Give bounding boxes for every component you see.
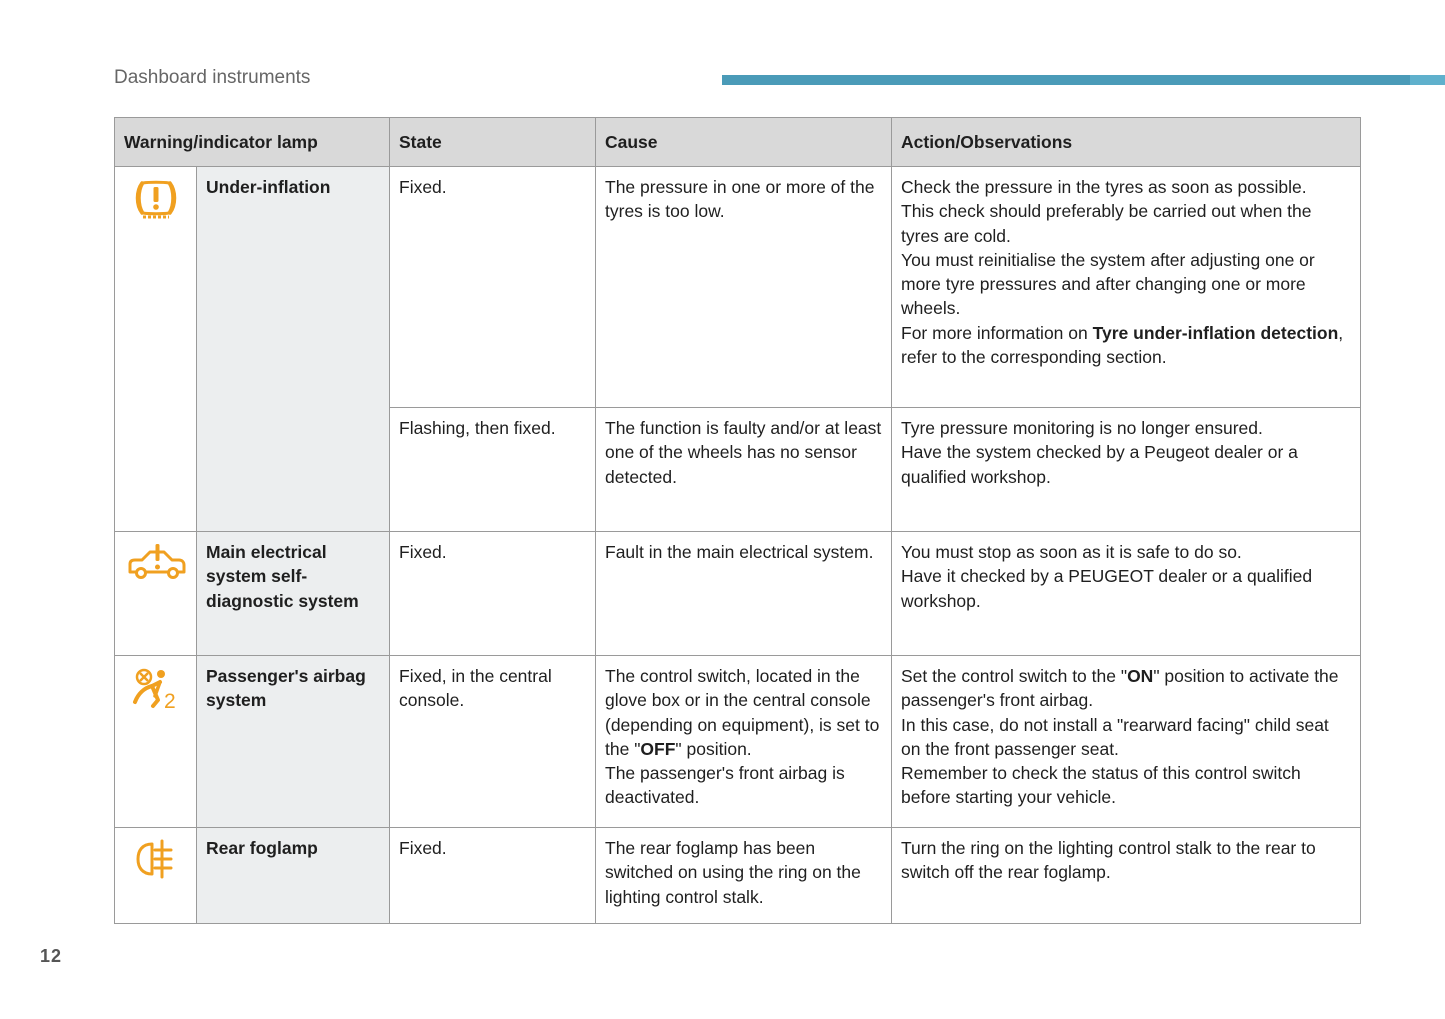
state-cell: Fixed.: [390, 167, 596, 408]
car-fault-warning-icon: [115, 542, 196, 582]
cause-cell: The function is faulty and/or at least one of the wheels has no sensor detected.: [596, 408, 892, 532]
cause-line: The control switch, located in the glove box or in the central console (depending on equipment), is set to the "OFF" position.: [605, 666, 880, 759]
cause-cell: The pressure in one or more of the tyres is too low.: [596, 167, 892, 408]
action-line: You must reinitialise the system after adjusting one or more tyre pressures and after changing one or more wheels.: [901, 249, 1315, 319]
action-line: For more information on Tyre under-inflation detection, refer to the corresponding section.: [901, 322, 1344, 368]
action-cell: [892, 408, 1361, 532]
cause-cell: [596, 656, 892, 828]
lamp-name: Main electrical system self-diagnostic system: [197, 532, 390, 656]
lamp-name: Under-inflation: [197, 167, 390, 532]
action-cell: Turn the ring on the lighting control stalk to the rear to switch off the rear foglamp.: [892, 828, 1361, 924]
icon-cell: [115, 167, 197, 532]
action-line: You must stop as soon as it is safe to do so.: [901, 542, 1242, 562]
header-accent-bar: [722, 75, 1445, 85]
cause-cell: Fault in the main electrical system.: [596, 532, 892, 656]
header-state: State: [390, 118, 596, 167]
action-line: Tyre pressure monitoring is no longer ensured.: [901, 418, 1263, 438]
table-row: [115, 167, 1361, 408]
icon-cell: [115, 656, 197, 828]
action-cell: [892, 532, 1361, 656]
svg-text:2: 2: [163, 690, 176, 712]
rear-foglamp-icon: [115, 838, 196, 880]
action-cell: [892, 167, 1361, 408]
action-line: In this case, do not install a "rearward facing" child seat on the front passenger seat.: [901, 714, 1329, 759]
state-cell: Fixed.: [390, 532, 596, 656]
cause-line: The passenger's front airbag is deactivated.: [605, 763, 845, 808]
table-row: [115, 656, 1361, 828]
state-cell: Fixed, in the central console.: [390, 656, 596, 828]
warning-lamps-table: [114, 117, 1361, 924]
table-row: [115, 532, 1361, 656]
cause-cell: The rear foglamp has been switched on using the ring on the lighting control stalk.: [596, 828, 892, 924]
action-line: Have the system checked by a Peugeot dealer or a qualified workshop.: [901, 442, 1298, 487]
page-number: 12: [40, 946, 63, 966]
action-line: Set the control switch to the "ON" position to activate the passenger's front airbag.: [901, 666, 1339, 711]
action-line: This check should preferably be carried out when the tyres are cold.: [901, 201, 1312, 246]
action-line: Remember to check the status of this control switch before starting your vehicle.: [901, 763, 1301, 808]
header-lamp: Warning/indicator lamp: [115, 118, 390, 167]
action-line: Check the pressure in the tyres as soon as possible.: [901, 177, 1307, 197]
action-line: Have it checked by a PEUGEOT dealer or a qualified workshop.: [901, 566, 1313, 611]
state-cell: Flashing, then fixed.: [390, 408, 596, 532]
icon-cell: [115, 828, 197, 924]
action-cell: [892, 656, 1361, 828]
header-cause: Cause: [596, 118, 892, 167]
table-header-row: [115, 118, 1361, 167]
lamp-name: Passenger's airbag system: [197, 656, 390, 828]
header-action: Action/Observations: [892, 118, 1361, 167]
tyre-pressure-warning-icon: [115, 177, 196, 223]
table-row: [115, 828, 1361, 924]
section-title: Dashboard instruments: [114, 67, 311, 88]
icon-cell: [115, 532, 197, 656]
state-cell: Fixed.: [390, 828, 596, 924]
passenger-airbag-off-icon: [115, 666, 196, 712]
lamp-name: Rear foglamp: [197, 828, 390, 924]
